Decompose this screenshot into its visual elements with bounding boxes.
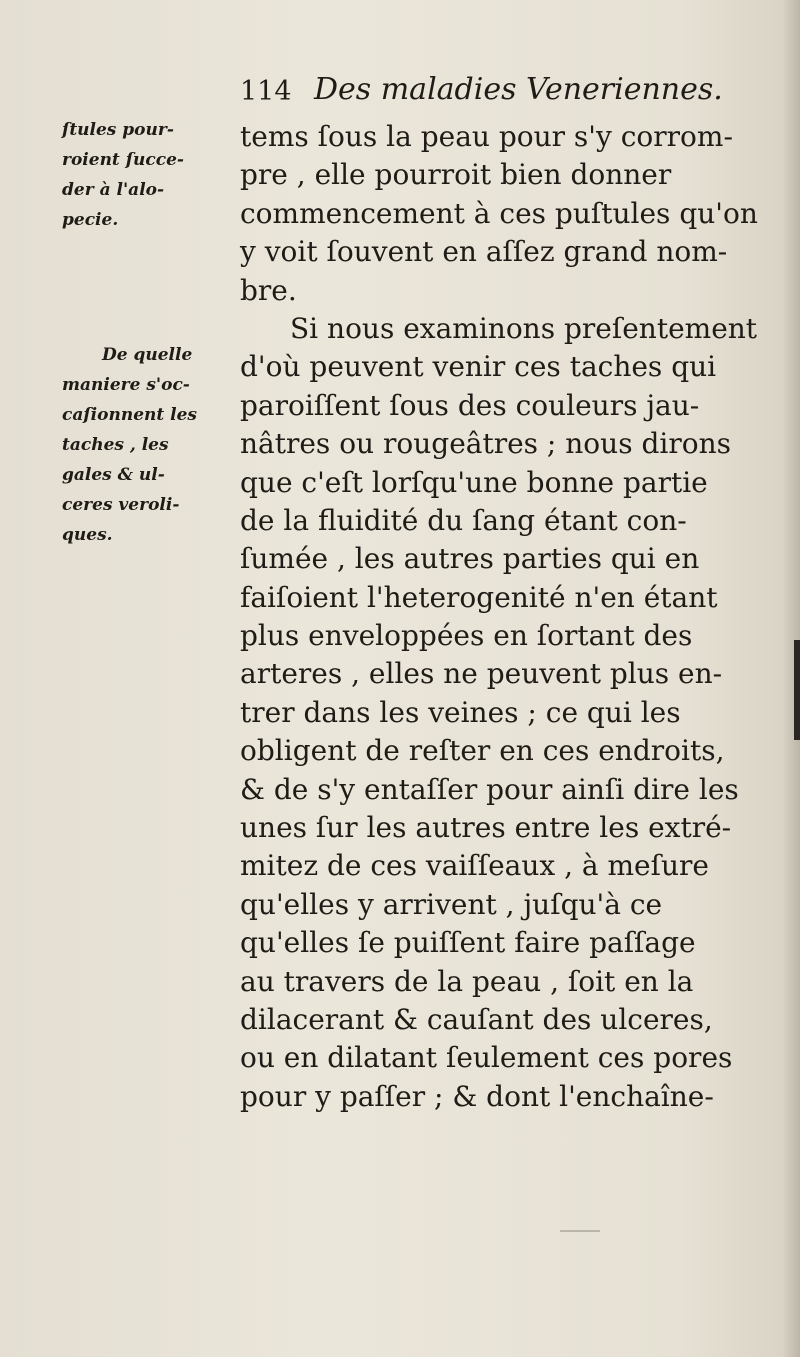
text-line: tems ſous la peau pour s'y corrom- [240,120,733,153]
text-line: arteres , elles ne peuvent plus en- [240,657,723,691]
text-line: & de s'y entaſſer pour ainſi dire les [240,772,739,806]
text-line: faiſoient l'heterogenité n'en étant [240,580,718,614]
margin-note-alopecie [62,115,244,235]
text-line: au travers de la peau , ſoit en la [240,964,694,998]
page-number: 114 [240,76,292,107]
margin-note-taches [62,340,244,550]
margin-note-line: roient ſucce- [62,150,184,170]
text-line: Si nous examinons preſentement [290,311,758,345]
text-line: plus enveloppées en ſortant des [240,619,693,653]
running-title: Des maladies Veneriennes. [314,72,723,107]
body-text [240,118,780,1116]
text-line: mitez de ces vaiſſeaux , à meſure [240,849,709,883]
text-line: ſumée , les autres parties qui en [240,542,700,576]
text-line: obligent de reſter en ces endroits, [240,734,725,768]
text-line: unes ſur les autres entre les extré- [240,811,732,845]
text-line: nâtres ou rougeâtres ; nous dirons [240,427,731,461]
text-line: qu'elles y arrivent , juſqu'à ce [240,887,663,921]
margin-note-line: caſionnent les [62,405,197,425]
text-line: ou en dilatant ſeulement ces pores [240,1041,733,1075]
text-line: que c'eſt lorſqu'une bonne partie [240,465,708,499]
margin-note-line: der à l'alo- [62,180,165,200]
text-line: paroiſſent ſous des couleurs jau- [240,388,700,422]
margin-note-line: maniere s'oc- [62,375,190,395]
text-line: commencement à ces puſtules qu'on [240,196,758,230]
text-line: y voit ſouvent en aſſez grand nom- [240,235,728,269]
margin-note-line: ſtules pour- [62,120,174,140]
text-line: d'où peuvent venir ces taches qui [240,350,717,384]
margin-note-line: gales & ul- [62,465,165,485]
text-line: pre , elle pourroit bien donner [240,158,672,192]
text-line: dilacerant & cauſant des ulceres, [240,1002,713,1036]
margin-note-line: ceres veroli- [62,495,180,515]
margin-note-line: De quelle [102,345,193,365]
margin-note-line: taches , les [62,435,169,455]
text-line: trer dans les veines ; ce qui les [240,695,681,729]
page-header [240,72,760,118]
text-line: pour y paſſer ; & dont l'enchaîne- [240,1079,714,1113]
margin-note-line: ques. [62,525,113,545]
text-line: bre. [240,273,297,307]
margin-note-line: pecie. [62,210,119,230]
text-line: qu'elles ſe puiſſent faire paſſage [240,926,696,960]
page-edge-mark [794,640,800,740]
text-line: de la fluidité du ſang étant con- [240,503,687,537]
ink-smudge [560,1230,600,1232]
